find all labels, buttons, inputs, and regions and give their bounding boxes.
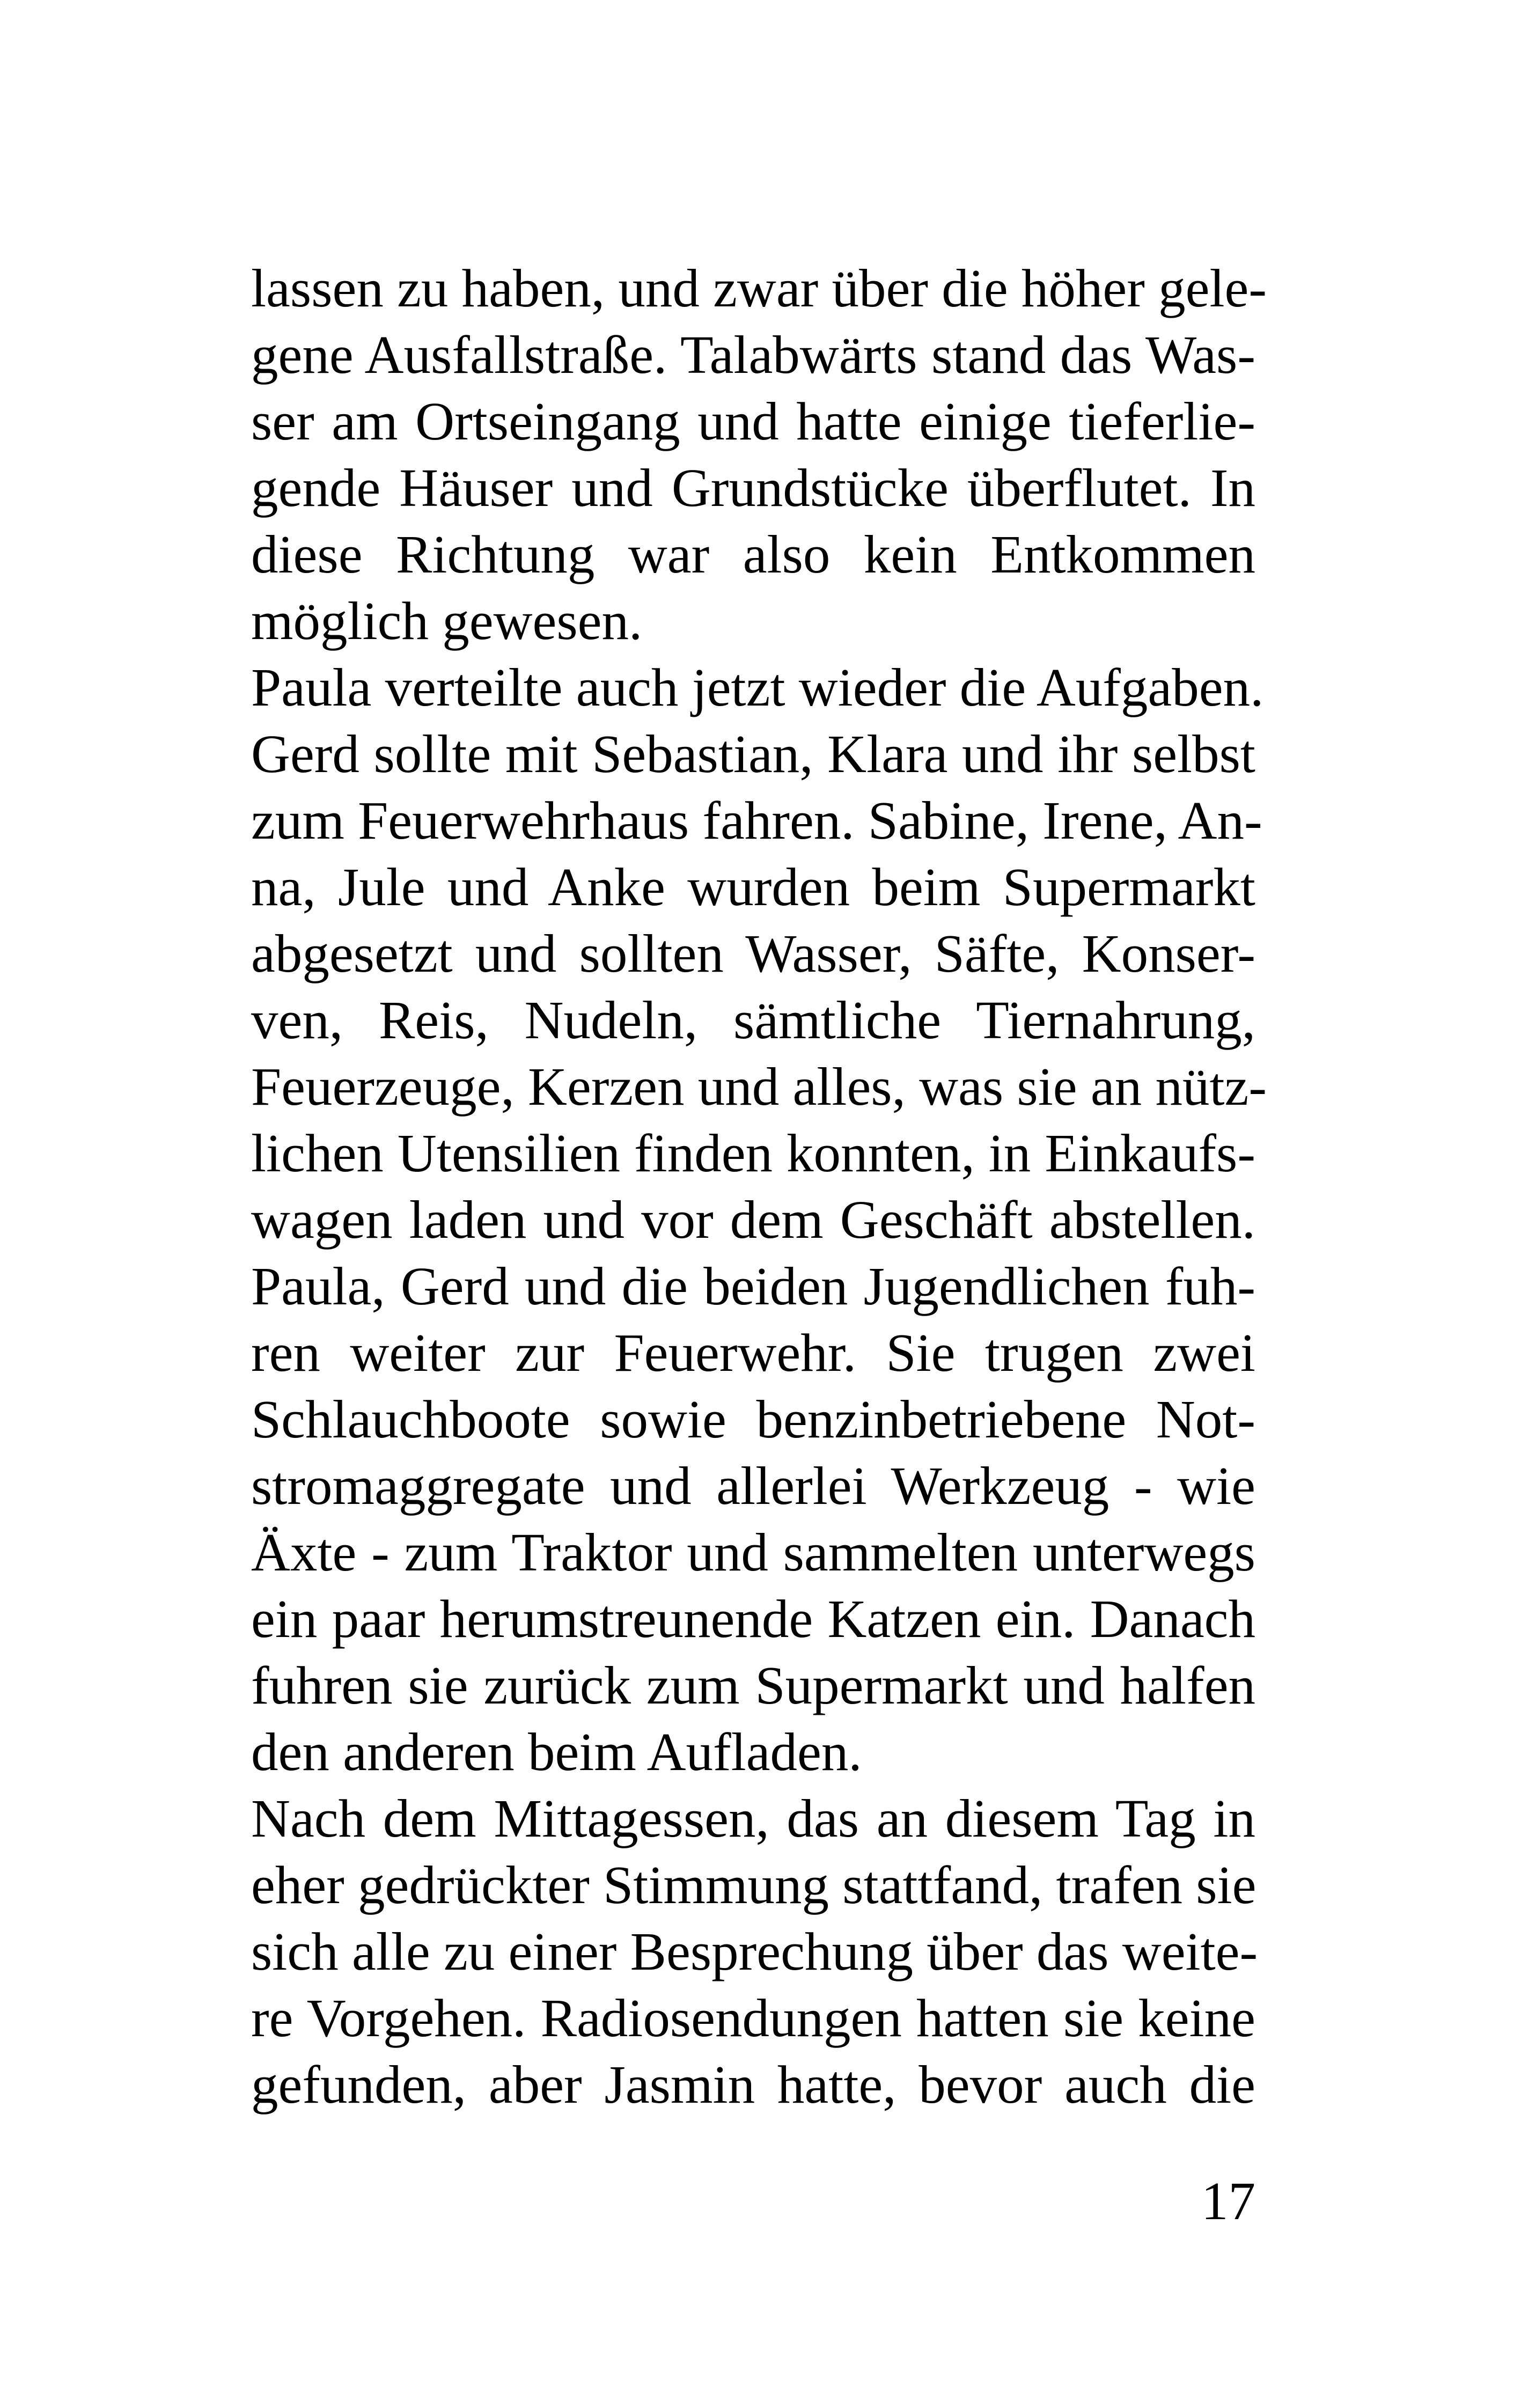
text-line: den anderen beim Aufladen. [251, 1722, 862, 1782]
text-line: möglich gewesen. [251, 591, 643, 651]
text-line: zum Feuerwehrhaus fahren. Sabine, Irene, An- [251, 790, 1262, 850]
text-line: diese Richtung war also kein Entkommen [251, 524, 1255, 584]
text-line: ein paar herumstreunende Katzen ein. Danach [251, 1589, 1255, 1649]
text-line: Feuerzeuge, Kerzen und alles, was sie an nütz- [251, 1056, 1267, 1117]
text-line: re Vorgehen. Radiosendungen hatten sie keine [251, 1988, 1255, 2048]
text-line: ren weiter zur Feuerwehr. Sie trugen zwei [251, 1323, 1255, 1383]
text-line: abgesetzt und sollten Wasser, Säfte, Konser- [251, 923, 1255, 983]
text-line: fuhren sie zurück zum Supermarkt und halfen [251, 1655, 1255, 1715]
text-line: na, Jule und Anke wurden beim Supermarkt [251, 857, 1255, 917]
text-line: eher gedrückter Stimmung stattfand, trafen sie [251, 1855, 1257, 1915]
text-line: Äxte - zum Traktor und sammelten unterwegs [251, 1522, 1255, 1582]
text-line: Gerd sollte mit Sebastian, Klara und ihr selbst [251, 724, 1255, 784]
body-text [251, 255, 1267, 2118]
text-line: gende Häuser und Grundstücke überflutet. In [251, 458, 1255, 518]
text-line: ser am Ortseingang und hatte einige tieferlie- [251, 391, 1255, 451]
text-line: gefunden, aber Jasmin hatte, bevor auch die [251, 2054, 1255, 2115]
text-line: sich alle zu einer Besprechung über das weite- [251, 1921, 1258, 1981]
text-line: gene Ausfallstraße. Talabwärts stand das Was- [251, 325, 1255, 385]
text-line: Paula, Gerd und die beiden Jugendlichen fuh- [251, 1256, 1255, 1316]
text-line: ven, Reis, Nudeln, sämtliche Tiernahrung, [251, 990, 1255, 1050]
text-line: lassen zu haben, und zwar über die höher gele- [251, 258, 1267, 318]
text-line: Paula verteilte auch jetzt wieder die Aufgaben. [251, 657, 1264, 717]
text-line: Nach dem Mittagessen, das an diesem Tag in [251, 1788, 1255, 1848]
text-line: wagen laden und vor dem Geschäft abstellen. [251, 1190, 1255, 1250]
text-line: Schlauchboote sowie benzinbetriebene Not- [251, 1389, 1255, 1449]
text-line: stromaggregate und allerlei Werkzeug - wie [251, 1456, 1255, 1516]
text-line: lichen Utensilien finden konnten, in Einkaufs- [251, 1123, 1255, 1183]
page-number: 17 [1201, 2171, 1255, 2231]
